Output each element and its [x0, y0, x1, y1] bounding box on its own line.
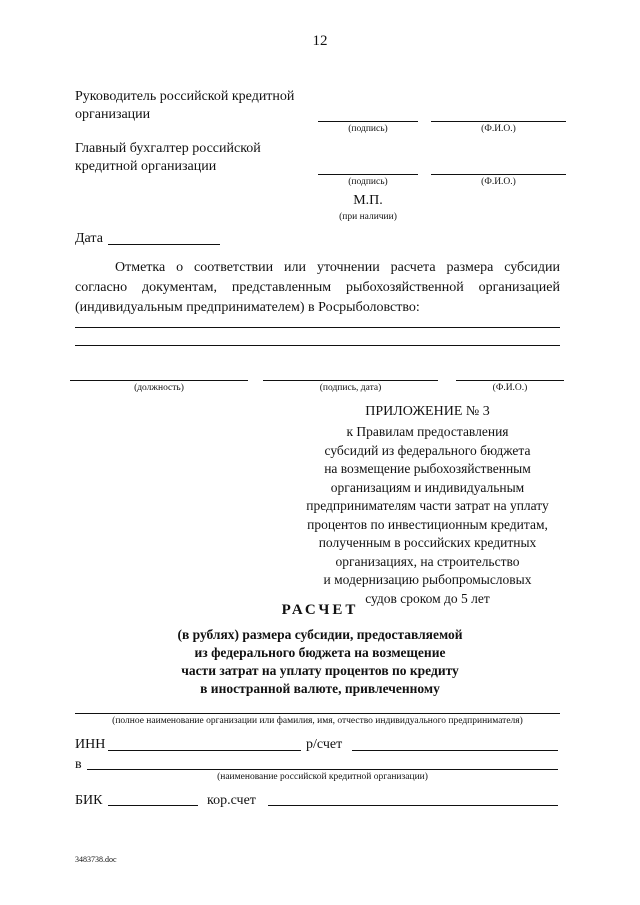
appendix-line: организациям и индивидуальным [330, 479, 525, 495]
accountant-fio-line [431, 174, 566, 175]
page-number: 12 [312, 33, 328, 49]
note-fio-caption: (Ф.И.О.) [492, 383, 528, 393]
bik-label: БИК [75, 793, 103, 808]
calc-heading: РАСЧЕТ [281, 602, 359, 618]
note-line-2 [75, 345, 560, 346]
org-name-caption: (полное наименование организации или фамилия, имя, отчество индивидуального предпринимателя) [112, 716, 523, 726]
accountant-fio-caption: (Ф.И.О.) [481, 177, 516, 187]
bank-name-caption: (наименование российской кредитной организации) [217, 772, 428, 782]
sign-date-caption: (подпись, дата) [319, 383, 382, 393]
head-signature-caption: (подпись) [348, 124, 388, 134]
head-signature-line [318, 121, 418, 122]
org-name-line[interactable] [75, 713, 560, 714]
calc-subtitle-line: из федерального бюджета на возмещение [194, 645, 446, 660]
date-line[interactable] [108, 244, 220, 245]
stamp-note: (при наличии) [339, 212, 397, 222]
date-label: Дата [75, 231, 103, 246]
calc-subtitle-line: в иностранной валюте, привлеченному [200, 681, 440, 696]
corr-account-label: кор.счет [207, 793, 256, 808]
accountant-label: Главный бухгалтер российской кредитной организации [75, 141, 261, 174]
calc-subtitle-line: части затрат на уплату процентов по кредиту [181, 663, 459, 678]
position-caption: (должность) [134, 383, 184, 393]
appendix-line: процентов по инвестиционным кредитам, [307, 516, 548, 532]
note-fio-line [456, 380, 564, 381]
calc-subtitle [120, 626, 520, 698]
bank-name-line[interactable] [87, 769, 558, 770]
head-fio-line [431, 121, 566, 122]
accountant-signature-caption: (подпись) [348, 177, 388, 187]
appendix-line: организациях, на строительство [335, 553, 520, 569]
appendix-description [275, 423, 580, 608]
corr-account-line[interactable] [268, 805, 558, 806]
calc-subtitle-line: (в рублях) размера субсидии, предоставляемой [177, 627, 463, 642]
bank-in-label: в [75, 757, 82, 772]
inn-line[interactable] [108, 750, 301, 751]
head-signer-label: Руководитель российской кредитной организации [75, 89, 295, 122]
inn-label: ИНН [75, 737, 106, 752]
appendix-line: на возмещение рыбохозяйственным [324, 461, 531, 476]
appendix-title: ПРИЛОЖЕНИЕ № 3 [365, 404, 490, 419]
doc-id: 3483738.doc [75, 855, 117, 864]
position-line [70, 380, 248, 381]
appendix-line: субсидий из федерального бюджета [324, 442, 531, 458]
head-fio-caption: (Ф.И.О.) [481, 124, 516, 134]
sign-date-line [263, 380, 438, 381]
appendix-line: полученным в российских кредитных [318, 535, 537, 550]
appendix-line: и модернизацию рыбопромысловых [323, 572, 532, 587]
account-label: р/счет [306, 737, 343, 752]
appendix-line: предпринимателям части затрат на уплату [306, 498, 549, 513]
note-line-1 [75, 327, 560, 328]
bik-line[interactable] [108, 805, 198, 806]
verification-note: Отметка о соответствии или уточнении расчета размера субсидии согласно документам, представленным рыбохозяйственной организацией (индивидуальным предпринимателем) в Росрыболовство: [75, 260, 560, 315]
account-line[interactable] [352, 750, 558, 751]
accountant-signature-line [318, 174, 418, 175]
appendix-line: судов сроком до 5 лет [365, 590, 490, 606]
stamp-label: М.П. [353, 193, 383, 208]
appendix-line: к Правилам предоставления [346, 424, 509, 439]
